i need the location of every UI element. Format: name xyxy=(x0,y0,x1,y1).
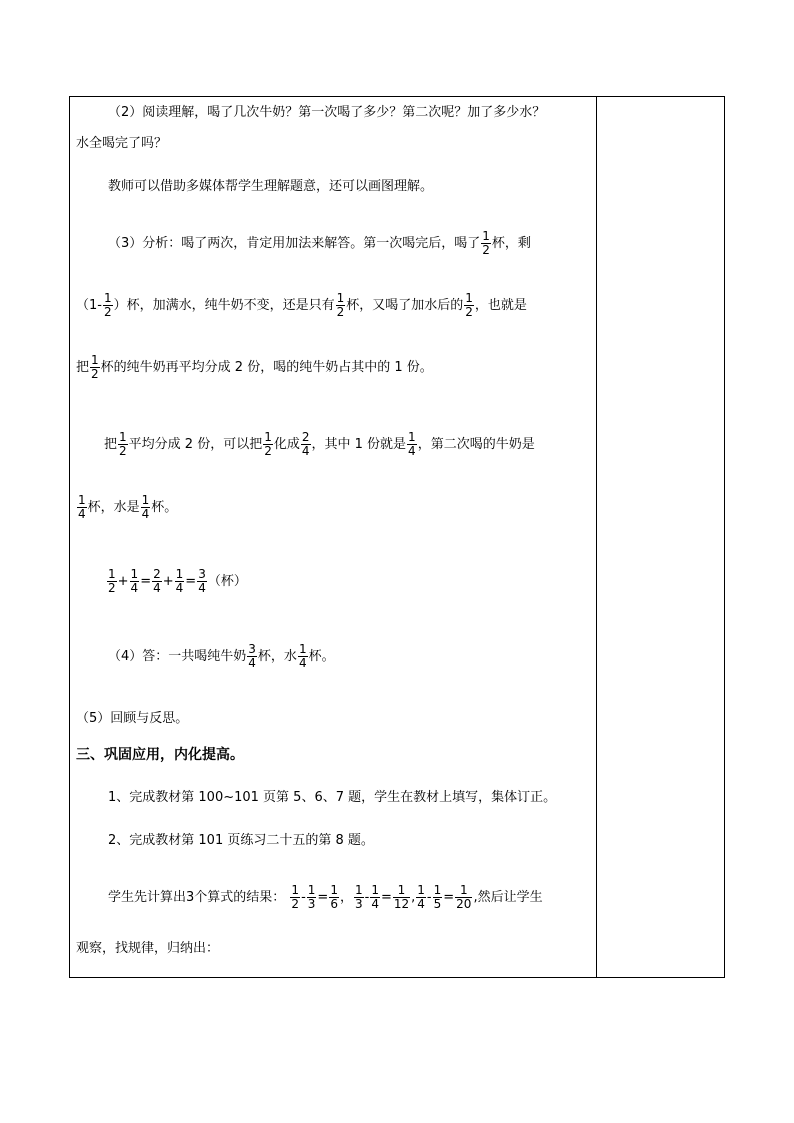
fraction: $\frac{1}{2}$ xyxy=(91,353,99,381)
review-reflection: （5）回顾与反思。 xyxy=(76,711,189,726)
fraction: $\frac{1}{2}$ xyxy=(103,291,112,319)
split-line-1 xyxy=(104,431,535,458)
split-line-2 xyxy=(76,494,177,521)
analysis-text: （3）分析：喝了两次，肯定用加法来解答。第一次喝完后，喝了 xyxy=(108,236,481,251)
fraction: $\frac{1}{3}$ xyxy=(354,883,363,911)
fraction: $\frac{2}{4}$ xyxy=(301,430,310,458)
fraction: $\frac{1}{4}$ xyxy=(298,642,307,670)
question-2-line-1: （2）阅读理解，喝了几次牛奶？第一次喝了多少？第二次呢？加了多少水？ xyxy=(108,105,546,120)
unit-text: （杯） xyxy=(207,574,247,589)
split-text: 杯，水是 xyxy=(87,500,140,515)
minus-sign: - xyxy=(426,890,432,905)
analysis-line-3 xyxy=(76,354,433,381)
equals-sign: = xyxy=(443,890,455,905)
fraction: $\frac{3}{4}$ xyxy=(198,567,206,595)
fraction: $\frac{1}{6}$ xyxy=(330,883,338,911)
students-text: ,然后让学生 xyxy=(473,890,543,905)
fraction: $\frac{1}{2}$ xyxy=(465,291,473,319)
analysis-line-1 xyxy=(108,230,531,257)
split-text: ，其中 1 份就是 xyxy=(311,437,407,452)
analysis-text: 杯，剩 xyxy=(491,236,531,251)
fraction: $\frac{1}{4}$ xyxy=(408,430,416,458)
students-line-2: 观察，找规律，归纳出： xyxy=(76,941,220,956)
fraction: $\frac{1}{4}$ xyxy=(371,883,379,911)
fraction: $\frac{1}{2}$ xyxy=(336,291,345,319)
split-text: 把 xyxy=(104,437,118,452)
fraction: $\frac{1}{4}$ xyxy=(141,493,150,521)
analysis-text: （1- xyxy=(76,298,102,313)
fraction: $\frac{1}{3}$ xyxy=(307,883,316,911)
practice-item-2: 2、完成教材第 101 页练习二十五的第 8 题。 xyxy=(108,833,374,848)
question-2-line-2: 水全喝完了吗？ xyxy=(76,136,168,151)
analysis-text: 杯的纯牛奶再平均分成 2 份，喝的纯牛奶占其中的 1 份。 xyxy=(100,360,433,375)
fraction: $\frac{1}{4}$ xyxy=(175,567,184,595)
plus-sign: + xyxy=(162,574,174,589)
students-text: 学生先计算出3个算式的结果： xyxy=(108,890,286,905)
fraction: $\frac{1}{2}$ xyxy=(119,430,127,458)
answer-line xyxy=(108,643,335,670)
answer-text: 杯，水 xyxy=(257,649,297,664)
analysis-text: ）杯，加满水，纯牛奶不变，还是只有 xyxy=(113,298,335,313)
analysis-text: ，也就是 xyxy=(474,298,527,313)
fraction: $\frac{1}{20}$ xyxy=(456,883,472,911)
fraction: $\frac{2}{4}$ xyxy=(153,567,161,595)
students-line-1 xyxy=(108,884,543,911)
split-text: 杯。 xyxy=(151,500,178,515)
fraction: $\frac{3}{4}$ xyxy=(248,642,256,670)
minus-sign: - xyxy=(364,890,370,905)
split-text: 化成 xyxy=(273,437,300,452)
analysis-line-2 xyxy=(76,292,527,319)
teacher-note: 教师可以借助多媒体帮学生理解题意，还可以画图理解。 xyxy=(108,179,434,194)
plus-sign: + xyxy=(117,574,129,589)
equals-sign: = xyxy=(185,574,197,589)
analysis-text: 把 xyxy=(76,360,90,375)
answer-text: 杯。 xyxy=(308,649,335,664)
practice-item-1: 1、完成教材第 100~101 页第 5、6、7 题，学生在教材上填写，集体订正。 xyxy=(108,790,557,805)
equals-sign: = xyxy=(380,890,392,905)
fraction: $\frac{1}{5}$ xyxy=(433,883,442,911)
addition-equation xyxy=(106,568,247,595)
split-text: 平均分成 2 份，可以把 xyxy=(128,437,263,452)
split-text: ，第二次喝的牛奶是 xyxy=(417,437,535,452)
analysis-text: 杯，又喝了加水后的 xyxy=(346,298,464,313)
fraction: $\frac{1}{2}$ xyxy=(482,229,490,257)
answer-text: （4）答：一共喝纯牛奶 xyxy=(108,649,247,664)
comma: ， xyxy=(339,890,353,905)
equals-sign: = xyxy=(140,574,152,589)
fraction: $\frac{1}{12}$ xyxy=(393,883,410,911)
minus-sign: - xyxy=(301,890,306,905)
section-3-heading: 三、巩固应用，内化提高。 xyxy=(76,747,244,763)
equals-sign: = xyxy=(317,890,329,905)
fraction: $\frac{1}{2}$ xyxy=(264,430,272,458)
comma: , xyxy=(411,890,416,905)
fraction: $\frac{1}{4}$ xyxy=(78,493,86,521)
fraction: $\frac{1}{2}$ xyxy=(291,883,300,911)
fraction: $\frac{1}{4}$ xyxy=(417,883,425,911)
table-column-divider xyxy=(596,96,597,978)
fraction: $\frac{1}{2}$ xyxy=(108,567,116,595)
fraction: $\frac{1}{4}$ xyxy=(130,567,139,595)
